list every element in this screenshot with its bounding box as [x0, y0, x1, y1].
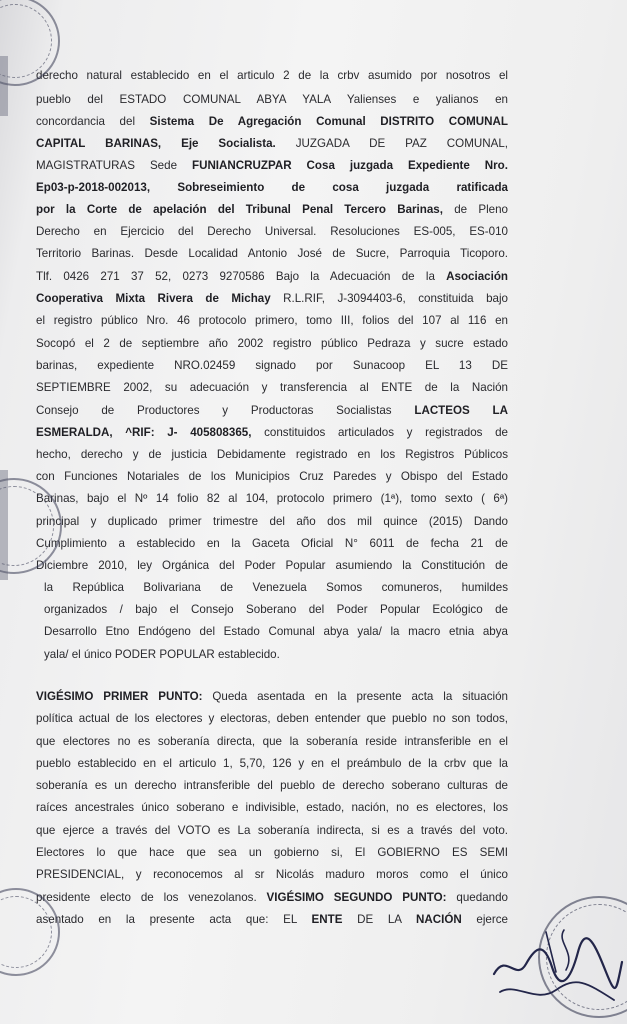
document-line: Territorio Barinas. Desde Localidad Antonio José de Sucre, Parroquia Ticoporo.: [36, 247, 508, 260]
document-line: CAPITAL BARINAS, Eje Socialista. JUZGADA DE PAZ COMUNAL,: [36, 137, 508, 150]
document-line: pueblo establecido en el articulo 1, 5,70, 126 y en el preámbulo de la crbv que la: [36, 757, 508, 770]
document-line: Diciembre 2010, ley Orgánica del Poder Popular asumiendo la Constitución de: [36, 559, 508, 572]
document-line: que electores no es soberanía directa, que la soberanía reside intransferible en el: [36, 735, 508, 748]
document-line: raíces ancestrales único soberano e indivisible, estado, nación, no es electores, los: [36, 801, 508, 814]
document-line: Barinas, bajo el Nº 14 folio 82 al 104, protocolo primero (1ª), tomo sexto ( 6ª): [36, 492, 508, 505]
document-line: con Funciones Notariales de los Municipios Cruz Paredes y Obispo del Estado: [36, 470, 508, 483]
document-line: PRESIDENCIAL, y reconocemos al sr Nicolás maduro moros como el único: [36, 868, 508, 881]
document-line: VIGÉSIMO PRIMER PUNTO: Queda asentada en la presente acta la situación: [36, 690, 508, 703]
document-line: Electores lo que hace que sea un gobierno si, El GOBIERNO ES SEMI: [36, 846, 508, 859]
document-line: Cumplimiento a establecido en la Gaceta Oficial N° 6011 de fecha 21 de: [36, 537, 508, 550]
document-line: Cooperativa Mixta Rivera de Michay R.L.RIF, J-3094403-6, constituida bajo: [36, 292, 508, 305]
handwritten-signature: [486, 912, 626, 1012]
document-line: soberanía es un derecho intransferible del pueblo de derecho soberano culturas de: [36, 779, 508, 792]
document-line: SEPTIEMBRE 2002, su adecuación y transferencia al ENTE de la Nación: [36, 381, 508, 394]
document-line: por la Corte de apelación del Tribunal Penal Tercero Barinas, de Pleno: [36, 203, 508, 216]
document-line: Tlf. 0426 271 37 52, 0273 9270586 Bajo la Adecuación de la Asociación: [36, 270, 508, 283]
document-line: que ejerce a través del VOTO es La soberanía indirecta, si es a través del voto.: [36, 824, 508, 837]
document-line: organizados / bajo el Consejo Soberano del Poder Popular Ecológico de: [44, 603, 508, 616]
document-line: presidente electo de los venezolanos. VIGÉSIMO SEGUNDO PUNTO: quedando: [36, 891, 508, 904]
left-edge-mark: [0, 470, 8, 580]
document-line: barinas, expediente NRO.02459 signado por Sunacoop EL 13 DE: [36, 359, 508, 372]
document-line: el registro público Nro. 46 protocolo primero, tomo III, folios del 107 al 116 en: [36, 314, 508, 327]
document-line: derecho natural establecido en el articulo 2 de la crbv asumido por nosotros el: [36, 69, 508, 82]
document-line: MAGISTRATURAS Sede FUNIANCRUZPAR Cosa juzgada Expediente Nro.: [36, 159, 508, 172]
document-line: la República Bolivariana de Venezuela Somos comuneros, humildes: [44, 581, 508, 594]
document-line: pueblo del ESTADO COMUNAL ABYA YALA Yalienses e yalianos en: [36, 93, 508, 106]
document-line: yala/ el único PODER POPULAR establecido.: [44, 648, 280, 661]
document-line: Ep03-p-2018-002013, Sobreseimiento de cosa juzgada ratificada: [36, 181, 508, 194]
document-line: política actual de los electores y electoras, deben entender que pueblo no son todos,: [36, 712, 508, 725]
document-line: Consejo de Productores y Productoras Socialistas LACTEOS LA: [36, 404, 508, 417]
left-edge-mark: [0, 56, 8, 116]
document-line: principal y duplicado primer trimestre del año dos mil quince (2015) Dando: [36, 515, 508, 528]
document-line: ESMERALDA, ^RIF: J- 405808365, constituidos articulados y registrados de: [36, 426, 508, 439]
document-line: Socopó el 2 de septiembre año 2002 registro público Pedraza y sucre estado: [36, 337, 508, 350]
document-line: hecho, derecho y de justicia Debidamente registrado en los Registros Públicos: [36, 448, 508, 461]
document-line: Desarrollo Etno Endógeno del Estado Comunal abya yala/ la macro etnia abya: [44, 625, 508, 638]
document-line: concordancia del Sistema De Agregación Comunal DISTRITO COMUNAL: [36, 115, 508, 128]
document-line: Derecho en Ejercicio del Derecho Universal. Resoluciones ES-005, ES-010: [36, 225, 508, 238]
document-line: asentado en la presente acta que: EL ENTE DE LA NACIÓN ejerce: [36, 913, 508, 926]
